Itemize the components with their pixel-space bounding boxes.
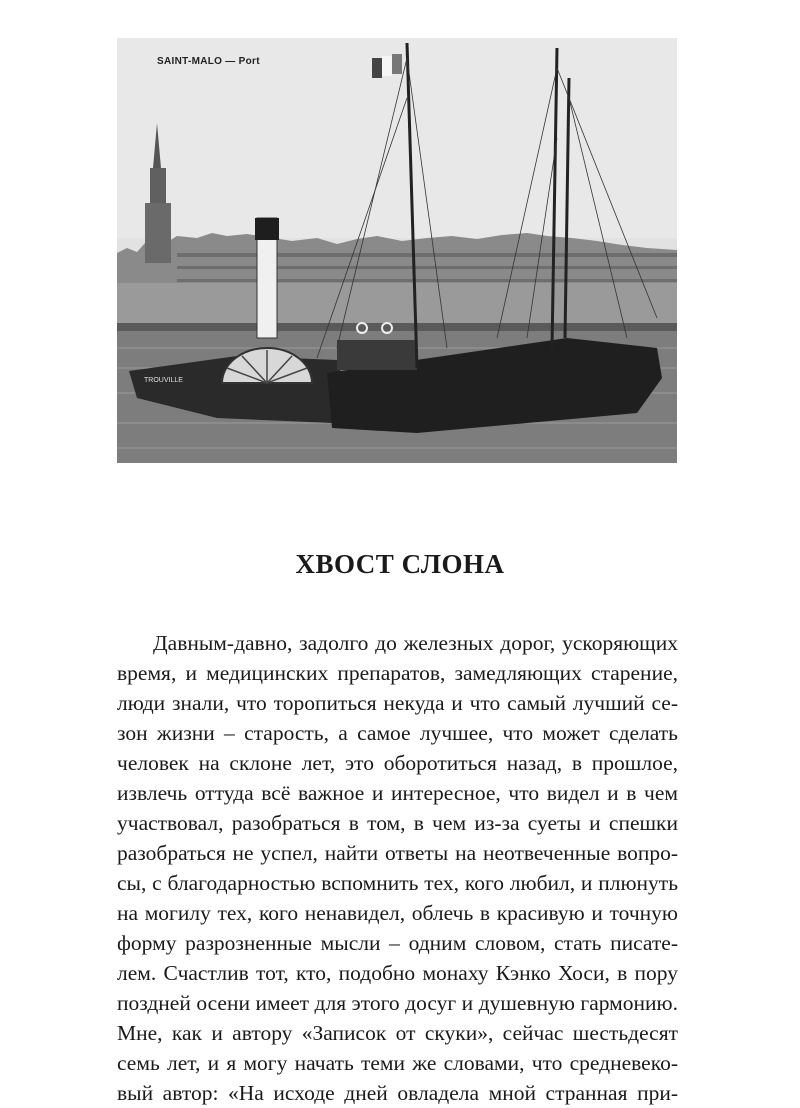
text-line: сы, с благодарностью вспомнить тех, кого любил, и плюнуть [117,871,678,895]
text-line: семь лет, и я могу начать теми же словами, что средневеко- [117,1051,678,1075]
body-paragraph [117,628,678,1108]
text-line: поздней осени имеет для этого досуг и душевную гармонию. [117,991,678,1015]
text-line: зон жизни – старость, а самое лучшее, что может сделать [117,721,678,745]
harbor-photograph [117,38,677,463]
text-line: люди знали, что торопиться некуда и что самый лучший се- [117,691,678,715]
text-line: вый автор: «На исходе дней овладела мной странная при- [117,1081,678,1105]
text-line: Давным-давно, задолго до железных дорог, ускоряющих [153,631,678,655]
text-line: человек на склоне лет, это оборотиться назад, в прошлое, [117,751,678,775]
text-line: разобраться не успел, найти ответы на неотвеченные вопро- [117,841,678,865]
text-line: Мне, как и автору «Записок от скуки», сейчас шестьдесят [117,1021,678,1045]
harbor-photo-illustration [117,38,677,463]
text-line: участвовал, разобраться в том, в чем из-за суеты и спешки [117,811,678,835]
text-line: на могилу тех, кого ненавидел, облечь в красивую и точную [117,901,678,925]
text-line: извлечь оттуда всё важное и интересное, что видел и в чем [117,781,678,805]
text-line: лем. Счастлив тот, кто, подобно монаху Кэнко Хоси, в пору [117,961,678,985]
text-line: форму разрозненные мысли – одним словом, стать писате- [117,931,678,955]
text-line: время, и медицинских препаратов, замедляющих старение, [117,661,678,685]
photo-caption: SAINT-MALO — Port [157,56,260,67]
ship-name-label: TROUVILLE [144,377,183,384]
chapter-title: ХВОСТ СЛОНА [295,549,505,579]
